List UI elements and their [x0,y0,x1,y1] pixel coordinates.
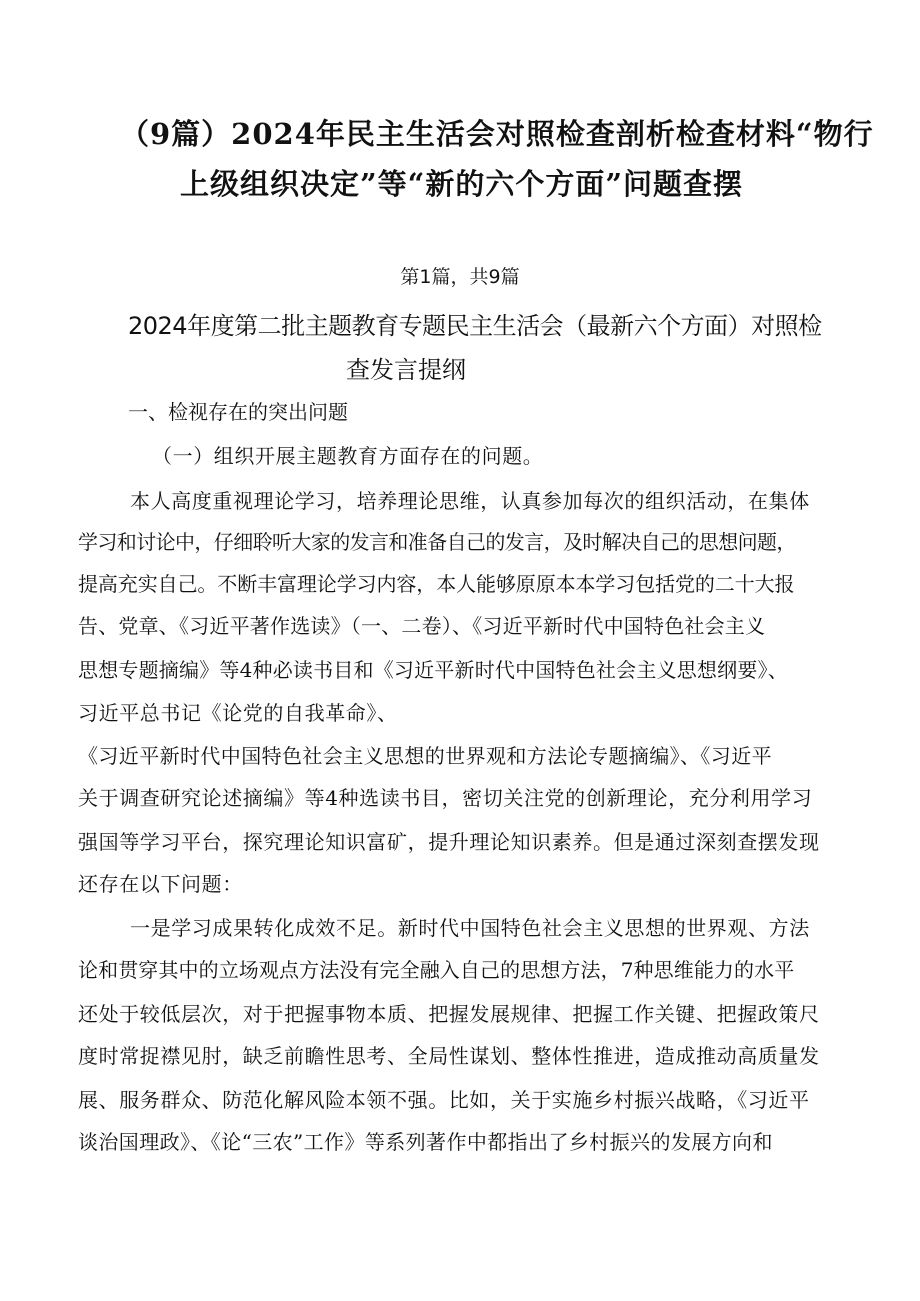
body-line: 还处于较低层次，对于把握事物本质、把握发展规律、把握工作关键、把握政策尺 [78,1002,820,1026]
body-line: 提高充实自己。不断丰富理论学习内容，本人能够原原本本学习包括党的二十大报 [78,572,795,596]
body-line: 本人高度重视理论学习，培养理论思维，认真参加每次的组织活动，在集体 [130,489,810,513]
body-line: 还存在以下问题： [78,872,243,896]
document-title-line-1: （9篇）2024年民主生活会对照检查剖析检查材料“物行 [120,117,874,151]
body-line: 告、党章、《习近平著作选读》（一、二卷）、《习近平新时代中国特色社会主义 [78,614,766,638]
body-line: 思想专题摘编》等4种必读书目和《习近平新时代中国特色社会主义思想纲要》、 [78,658,788,682]
body-line: 度时常捉襟见肘，缺乏前瞻性思考、全局性谋划、整体性推进，造成推动高质量发 [78,1044,820,1068]
body-line: 关于调查研究论述摘编》等4种选读书目，密切关注党的创新理论，充分利用学习 [78,786,813,810]
body-line: （一）组织开展主题教育方面存在的问题。 [152,444,544,468]
body-line: 习近平总书记《论党的自我革命》、 [78,701,398,725]
subtitle-line-2: 查发言提纲 [346,356,466,384]
body-line: 一是学习成果转化成效不足。新时代中国特色社会主义思想的世界观、方法 [130,916,810,940]
body-line: 学习和讨论中，仔细聆听大家的发言和准备自己的发言，及时解决自己的思想问题， [78,530,796,554]
body-line: 论和贯穿其中的立场观点方法没有完全融入自己的思想方法，7种思维能力的水平 [78,958,795,982]
body-line: 谈治国理政》、《论“三农”工作》等系列著作中都指出了乡村振兴的发展方向和 [78,1130,773,1154]
subtitle-line-1: 2024年度第二批主题教育专题民主生活会（最新六个方面）对照检 [128,312,822,340]
document-title-line-2: 上级组织决定”等“新的六个方面”问题查摆 [180,167,744,201]
part-label: 第1篇，共9篇 [400,266,520,288]
section-heading: 一、检视存在的突出问题 [128,400,348,424]
body-line: 强国等学习平台，探究理论知识富矿，提升理论知识素养。但是通过深刻查摆发现 [78,830,820,854]
body-line: 展、服务群众、防范化解风险本领不强。比如，关于实施乡村振兴战略，《习近平 [78,1088,810,1112]
body-line: 《习近平新时代中国特色社会主义思想的世界观和方法论专题摘编》、《习近平 [78,744,772,768]
